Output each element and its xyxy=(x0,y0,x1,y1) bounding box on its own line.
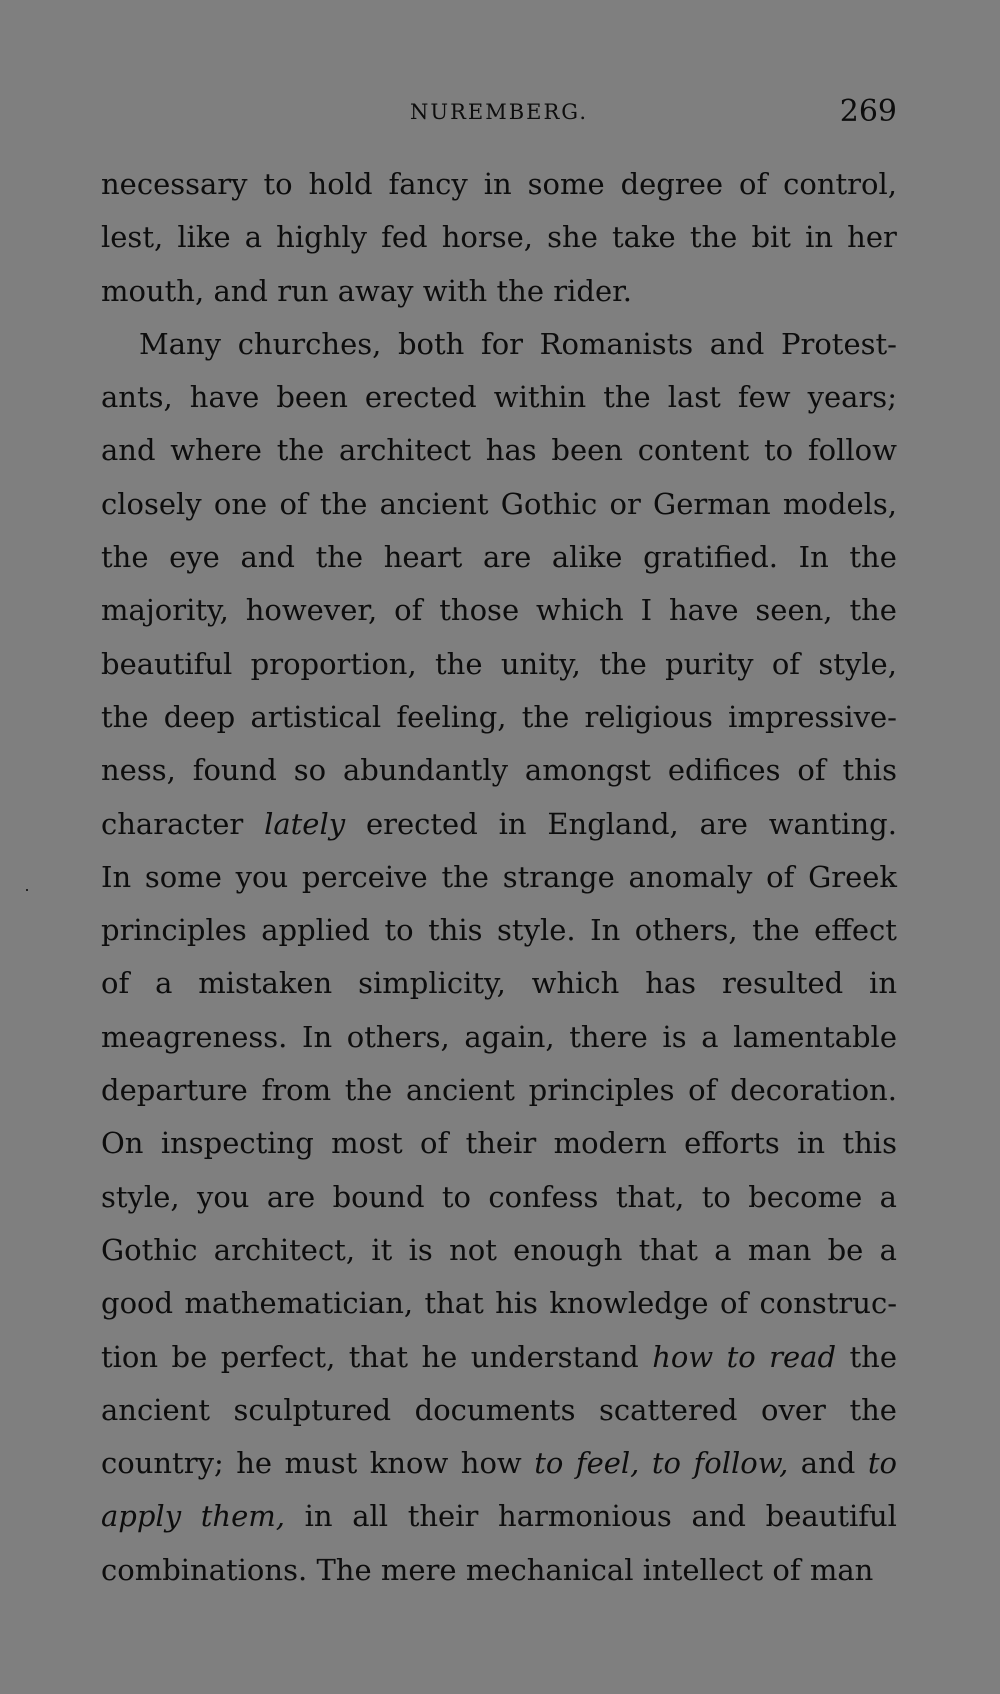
text-line: apply them, in all their harmonious and beautiful xyxy=(101,1499,897,1534)
text-line: necessary to hold fancy in some degree of control, xyxy=(101,167,897,201)
text-line: majority, however, of those which I have seen, the xyxy=(101,593,897,628)
paragraph xyxy=(101,158,897,318)
text-line: the deep artistical feeling, the religious impressive- xyxy=(101,699,897,734)
page-number: 269 xyxy=(839,94,897,129)
text-line: beautiful proportion, the unity, the purity of style, xyxy=(101,646,897,681)
text-line: closely one of the ancient Gothic or German models, xyxy=(101,486,897,521)
text-line: good mathematician, that his knowledge of construc- xyxy=(101,1286,897,1321)
paragraph xyxy=(101,318,897,1597)
text-line: combinations. The mere mechanical intellect of man xyxy=(101,1552,874,1587)
text-line: departure from the ancient principles of decoration. xyxy=(101,1073,897,1108)
running-head-title: NUREMBERG. xyxy=(410,100,588,124)
text-line: principles applied to this style. In others, the effect xyxy=(101,913,897,948)
text-line: meagreness. In others, again, there is a lamentable xyxy=(101,1019,897,1054)
text-line: ants, have been erected within the last few years; xyxy=(101,380,897,415)
text-line: lest, like a highly fed horse, she take the bit in her xyxy=(101,220,897,255)
running-head xyxy=(101,94,897,136)
text-line: ness, found so abundantly amongst edifices of this xyxy=(101,753,897,788)
print-speck xyxy=(26,889,28,891)
text-line: country; he must know how to feel, to follow, and to xyxy=(101,1446,897,1481)
text-line: style, you are bound to confess that, to become a xyxy=(101,1179,897,1214)
text-line: ancient sculptured documents scattered over the xyxy=(101,1392,897,1427)
text-line: character lately erected in England, are wanting. xyxy=(101,806,897,841)
text-line: mouth, and run away with the rider. xyxy=(101,273,633,308)
text-line: Gothic architect, it is not enough that a man be a xyxy=(101,1232,897,1267)
text-line: of a mistaken simplicity, which has resulted in xyxy=(101,966,897,1001)
text-line: tion be perfect, that he understand how to read the xyxy=(101,1339,897,1374)
text-line: In some you perceive the strange anomaly of Greek xyxy=(101,859,897,894)
text-line: and where the architect has been content to follow xyxy=(101,433,897,468)
text-line: Many churches, both for Romanists and Protest- xyxy=(139,326,897,361)
body-text xyxy=(101,158,897,1597)
text-line: On inspecting most of their modern efforts in this xyxy=(101,1126,897,1161)
text-line: the eye and the heart are alike gratified. In the xyxy=(101,540,897,575)
